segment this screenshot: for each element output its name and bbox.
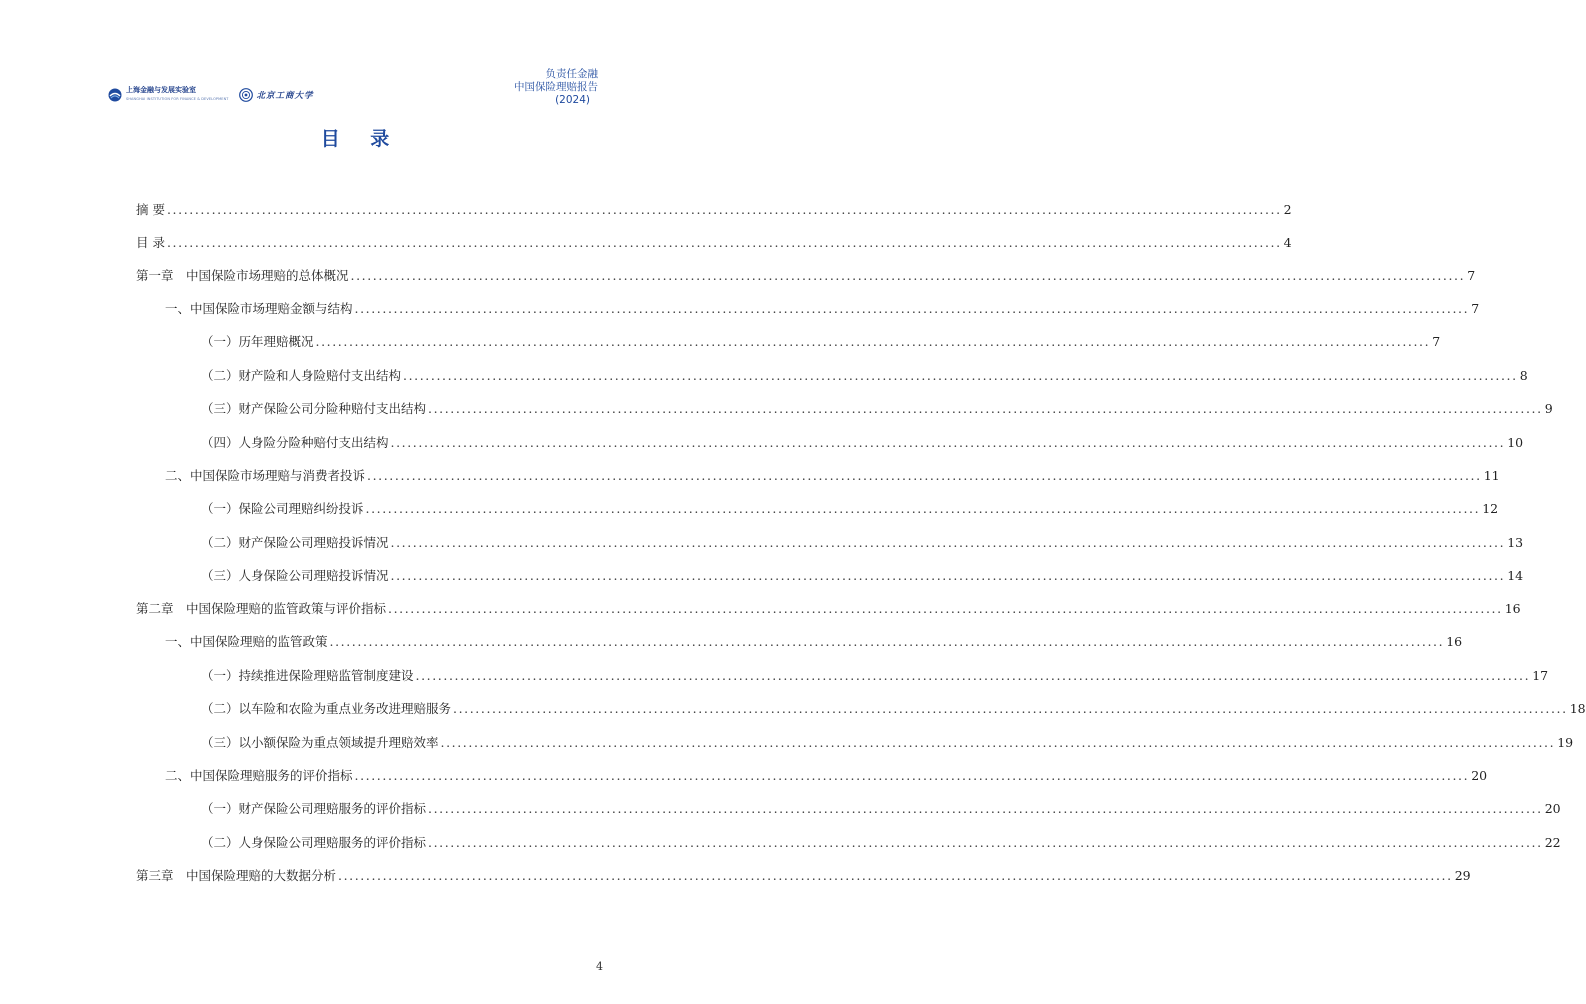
toc-entry-label: （四）人身险分险种赔付支出结构 bbox=[201, 435, 389, 450]
toc-leader-dots: ........................................................................................................................................................................................................ bbox=[354, 301, 1470, 316]
toc-entry-label: （二）财产保险公司理赔投诉情况 bbox=[201, 535, 389, 550]
toc-entry-page: 16 bbox=[1446, 634, 1463, 649]
toc-leader-dots: ........................................................................................................................................................................................................ bbox=[315, 334, 1431, 349]
toc-entry[interactable] bbox=[136, 233, 1292, 253]
toc-entry-page: 7 bbox=[1432, 334, 1441, 349]
toc-entry-label: （二）人身保险公司理赔服务的评价指标 bbox=[201, 835, 427, 850]
toc-entry-page: 13 bbox=[1507, 535, 1524, 550]
sifd-name: 上海金融与发展实验室 bbox=[126, 86, 196, 94]
toc-entry-label: 摘 要 bbox=[136, 202, 165, 217]
toc-entry-page: 17 bbox=[1532, 668, 1549, 683]
logo-group bbox=[108, 86, 314, 104]
toc-leader-dots: ........................................................................................................................................................................................................ bbox=[388, 601, 1503, 616]
toc-leader-dots: ........................................................................................................................................................................................................ bbox=[338, 868, 1453, 883]
toc-entry-page: 4 bbox=[1283, 235, 1292, 250]
toc-entry[interactable] bbox=[136, 466, 1500, 486]
toc-entry-label: （三）人身保险公司理赔投诉情况 bbox=[201, 568, 389, 583]
toc-leader-dots: ........................................................................................................................................................................................................ bbox=[390, 435, 1506, 450]
toc-entry-page: 14 bbox=[1507, 568, 1524, 583]
toc-entry-page: 20 bbox=[1544, 801, 1561, 816]
toc-entry[interactable] bbox=[136, 266, 1476, 286]
toc-entry-page: 11 bbox=[1483, 468, 1500, 483]
toc-entry-label: （一）持续推进保险理赔监管制度建设 bbox=[201, 668, 414, 683]
report-title bbox=[514, 68, 598, 107]
toc-entry[interactable] bbox=[136, 733, 1574, 753]
toc-leader-dots: ........................................................................................................................................................................................................ bbox=[428, 835, 1543, 850]
toc-entry-label: 二、中国保险理赔服务的评价指标 bbox=[165, 768, 353, 783]
toc-entry[interactable] bbox=[136, 332, 1441, 352]
toc-entry-label: 第二章 中国保险理赔的监管政策与评价指标 bbox=[136, 601, 387, 616]
toc-entry-page: 18 bbox=[1569, 701, 1586, 716]
toc-leader-dots: ........................................................................................................................................................................................................ bbox=[329, 634, 1445, 649]
toc-entry[interactable] bbox=[136, 666, 1549, 686]
toc-entry[interactable] bbox=[136, 799, 1561, 819]
toc-leader-dots: ........................................................................................................................................................................................................ bbox=[350, 268, 1466, 283]
btbu-logo bbox=[239, 88, 314, 102]
sifd-logo bbox=[108, 86, 229, 104]
page-number: 4 bbox=[596, 960, 603, 973]
sifd-logo-text bbox=[126, 86, 229, 104]
toc-entry-label: 第三章 中国保险理赔的大数据分析 bbox=[136, 868, 337, 883]
toc-entry-page: 19 bbox=[1557, 735, 1574, 750]
toc-entry[interactable] bbox=[136, 366, 1528, 386]
toc-leader-dots: ........................................................................................................................................................................................................ bbox=[440, 735, 1556, 750]
toc-entry[interactable] bbox=[136, 766, 1488, 786]
report-title-year: (2024) bbox=[555, 94, 590, 106]
toc-entry-label: （一）保险公司理赔纠纷投诉 bbox=[201, 501, 364, 516]
toc-entry-page: 20 bbox=[1471, 768, 1488, 783]
toc-leader-dots: ........................................................................................................................................................................................................ bbox=[428, 801, 1543, 816]
toc-entry-label: （一）历年理赔概况 bbox=[201, 334, 314, 349]
toc-leader-dots: ........................................................................................................................................................................................................ bbox=[428, 401, 1543, 416]
toc-leader-dots: ........................................................................................................................................................................................................ bbox=[390, 535, 1506, 550]
toc-entry-label: 目 录 bbox=[136, 235, 165, 250]
toc-leader-dots: ........................................................................................................................................................................................................ bbox=[367, 468, 1482, 483]
sifd-emblem-icon bbox=[108, 88, 122, 102]
toc-leader-dots: ........................................................................................................................................................................................................ bbox=[415, 668, 1531, 683]
toc-leader-dots: ........................................................................................................................................................................................................ bbox=[166, 235, 1282, 250]
toc-entry-page: 29 bbox=[1454, 868, 1471, 883]
report-title-line1: 负责任金融 bbox=[545, 68, 598, 80]
toc-entry-label: （一）财产保险公司理赔服务的评价指标 bbox=[201, 801, 427, 816]
page-header bbox=[0, 0, 710, 120]
toc-entry-page: 8 bbox=[1519, 368, 1528, 383]
toc-entry[interactable] bbox=[136, 433, 1524, 453]
toc-entry[interactable] bbox=[136, 866, 1471, 886]
toc-leader-dots: ........................................................................................................................................................................................................ bbox=[390, 568, 1506, 583]
toc-entry-page: 2 bbox=[1283, 202, 1292, 217]
toc-leader-dots: ........................................................................................................................................................................................................ bbox=[166, 202, 1282, 217]
toc-entry-label: （三）财产保险公司分险种赔付支出结构 bbox=[201, 401, 427, 416]
toc-entry[interactable] bbox=[136, 200, 1292, 220]
toc-entry-label: 二、中国保险市场理赔与消费者投诉 bbox=[165, 468, 366, 483]
toc-entry[interactable] bbox=[136, 632, 1463, 652]
toc-leader-dots: ........................................................................................................................................................................................................ bbox=[453, 701, 1568, 716]
toc-entry-label: 一、中国保险理赔的监管政策 bbox=[165, 634, 328, 649]
toc-entry-page: 12 bbox=[1482, 501, 1499, 516]
toc-entry[interactable] bbox=[136, 299, 1480, 319]
toc-leader-dots: ........................................................................................................................................................................................................ bbox=[365, 501, 1481, 516]
toc-entry[interactable] bbox=[136, 566, 1524, 586]
toc-entry-page: 7 bbox=[1471, 301, 1480, 316]
toc-entry[interactable] bbox=[136, 499, 1499, 519]
toc-entry-page: 10 bbox=[1507, 435, 1524, 450]
btbu-emblem-icon bbox=[239, 88, 253, 102]
toc-leader-dots: ........................................................................................................................................................................................................ bbox=[403, 368, 1518, 383]
sifd-subtitle: SHANGHAI INSTITUTION FOR FINANCE & DEVELOPMENT bbox=[126, 97, 229, 101]
toc-entry-label: （二）财产险和人身险赔付支出结构 bbox=[201, 368, 402, 383]
toc-entry[interactable] bbox=[136, 533, 1524, 553]
toc-entry-page: 22 bbox=[1544, 835, 1561, 850]
report-title-line2: 中国保险理赔报告 bbox=[514, 81, 598, 93]
btbu-name: 北京工商大学 bbox=[256, 91, 314, 101]
toc-entry-label: 一、中国保险市场理赔金额与结构 bbox=[165, 301, 353, 316]
toc-entry-page: 9 bbox=[1544, 401, 1553, 416]
toc-entry[interactable] bbox=[136, 599, 1521, 619]
page-title: 目 录 bbox=[320, 128, 402, 150]
toc-entry[interactable] bbox=[136, 699, 1586, 719]
toc-entry-page: 7 bbox=[1467, 268, 1476, 283]
toc-entry-label: （三）以小额保险为重点领域提升理赔效率 bbox=[201, 735, 439, 750]
toc-entry[interactable] bbox=[136, 399, 1553, 419]
toc-leader-dots: ........................................................................................................................................................................................................ bbox=[354, 768, 1470, 783]
toc-entry-page: 16 bbox=[1504, 601, 1521, 616]
toc-entry-label: 第一章 中国保险市场理赔的总体概况 bbox=[136, 268, 349, 283]
toc-entry-label: （二）以车险和农险为重点业务改进理赔服务 bbox=[201, 701, 452, 716]
toc-entry[interactable] bbox=[136, 833, 1561, 853]
